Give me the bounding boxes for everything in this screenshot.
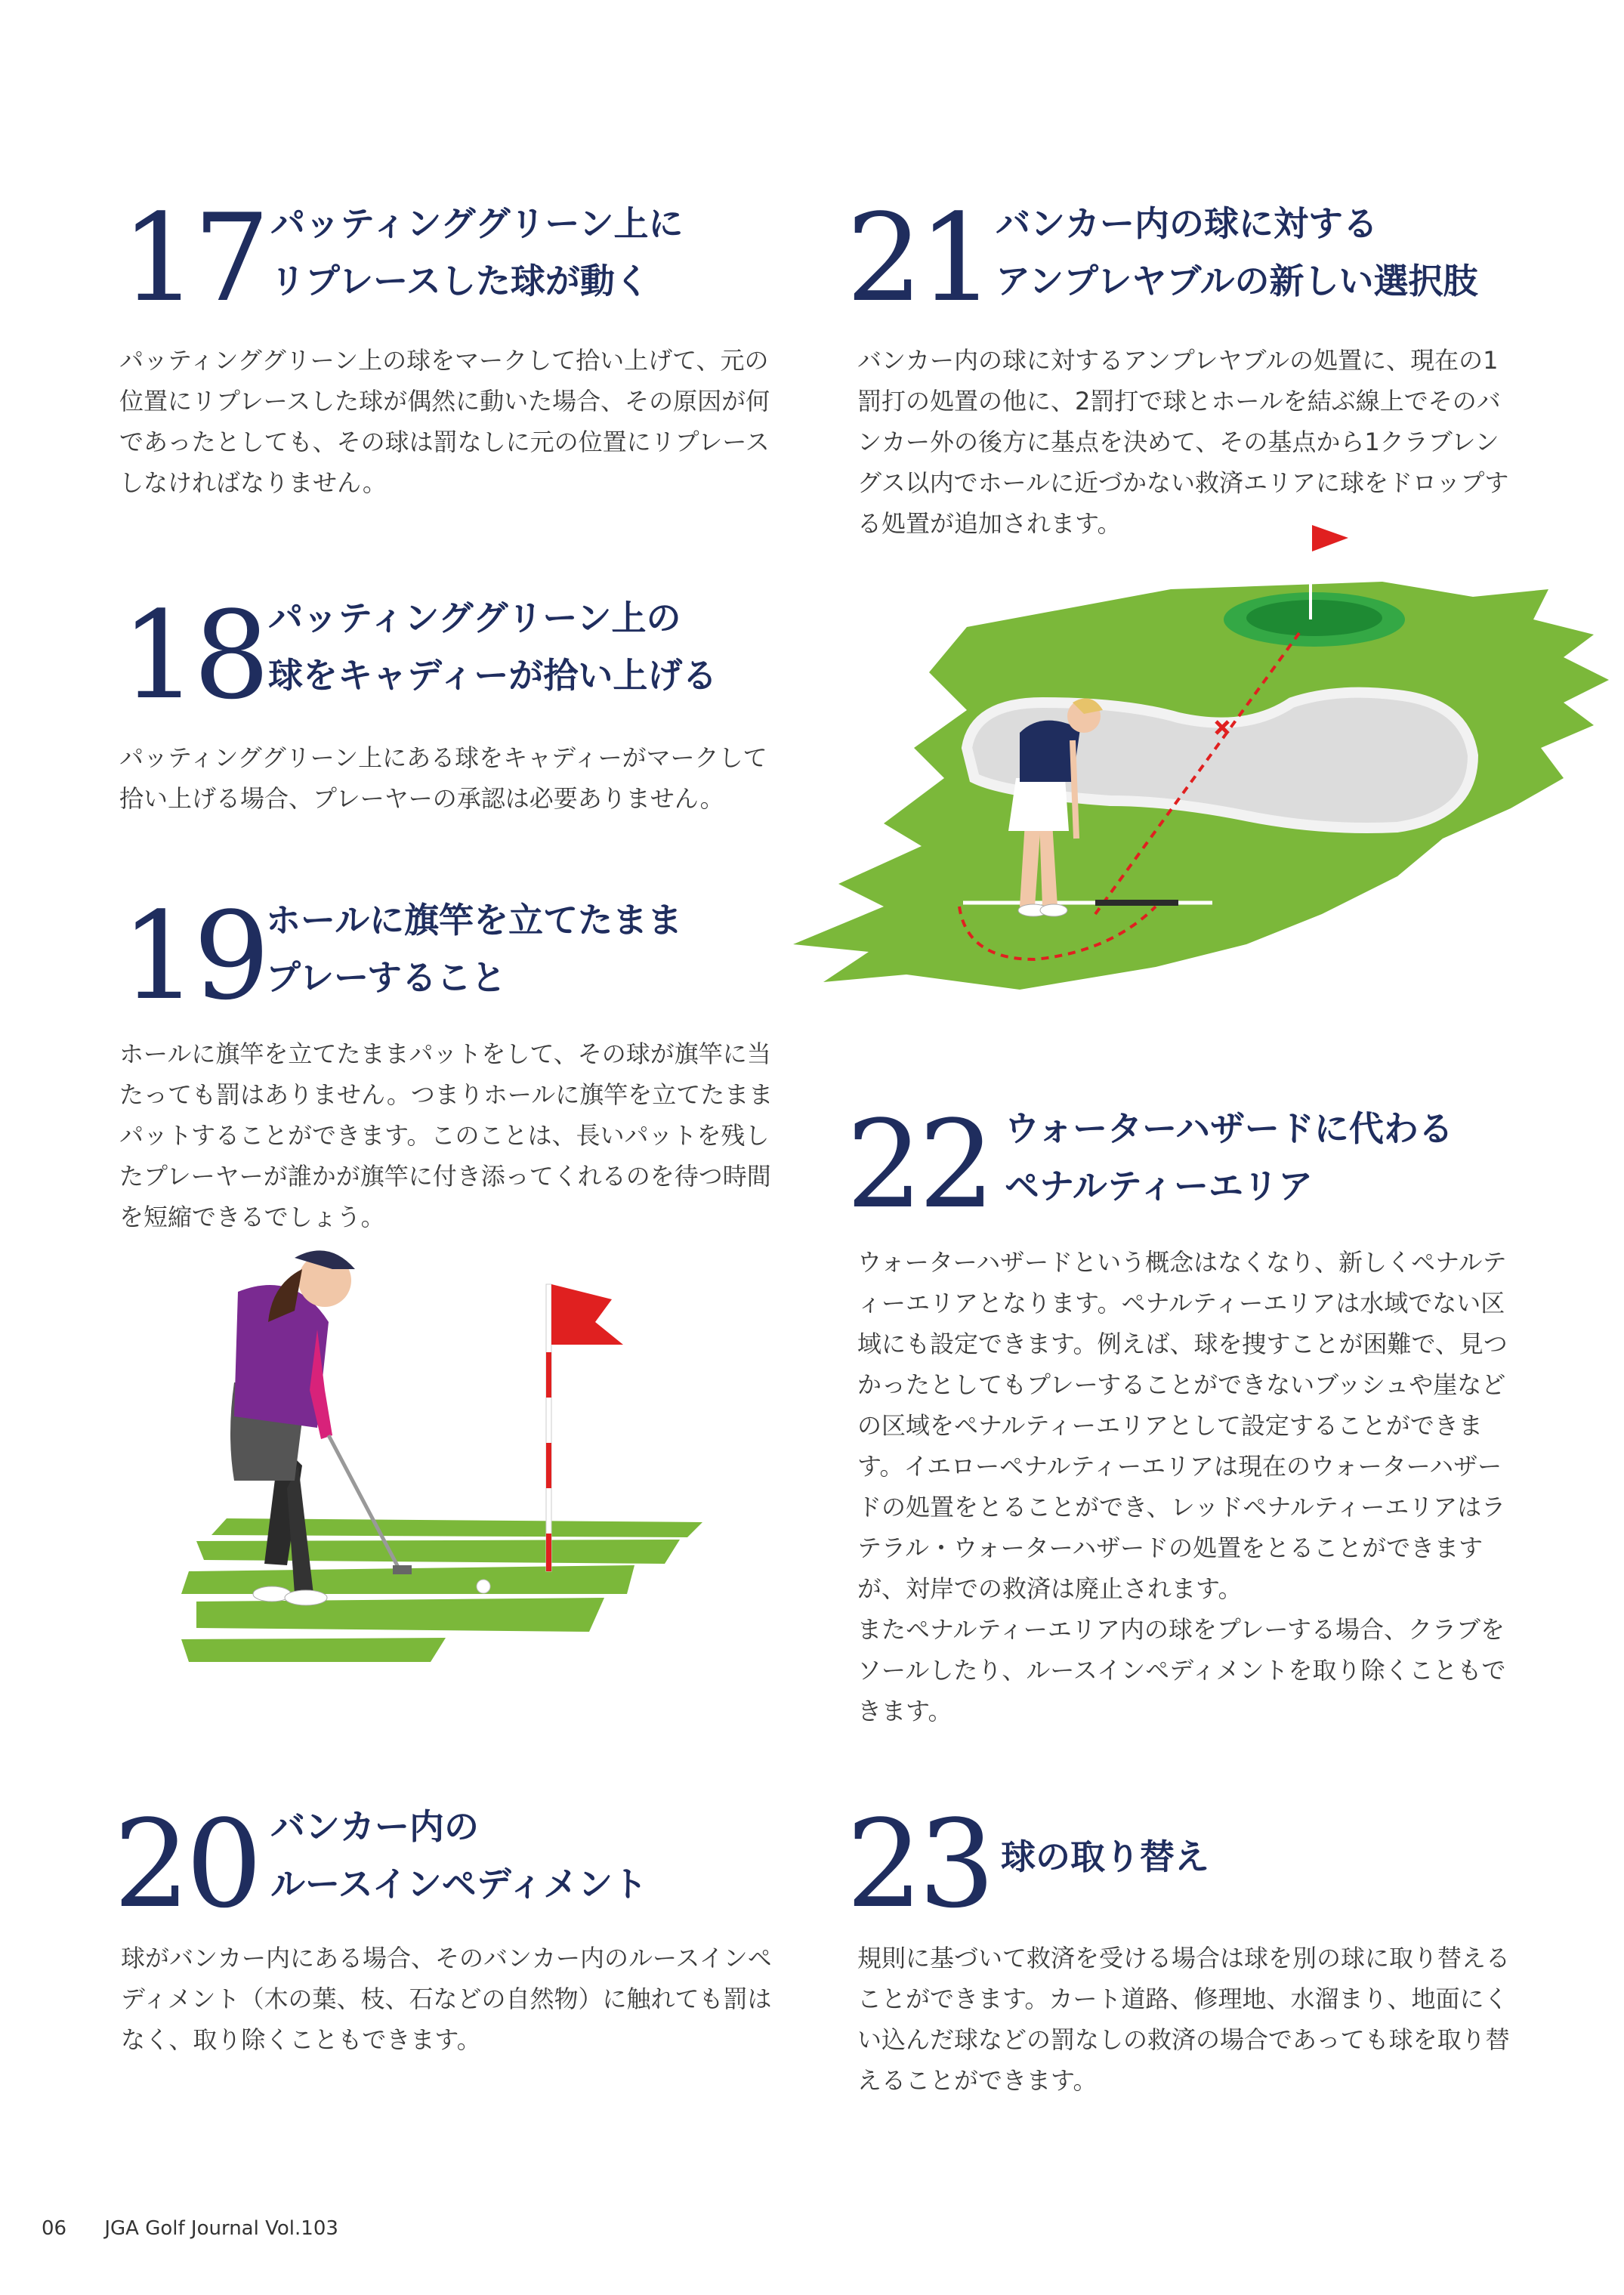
section-20-body: 球がバンカー内にある場合、そのバンカー内のルースインペディメント（木の葉、枝、石などの自然物）に触れても罰はなく、取り除くこともできます。 <box>121 1944 772 2054</box>
section-22-title-line2: ペナルティーエリア <box>1005 1166 1314 1206</box>
page-number: 06 <box>42 2217 67 2240</box>
section-20-title-line2: ルースインペディメント <box>270 1864 648 1904</box>
bunker-illustration <box>793 521 1609 1005</box>
putting-illustration <box>181 1239 710 1692</box>
section-17-body: パッティンググリーン上の球をマークして拾い上げて、元の位置にリプレースした球が偶然に動いた場合、その原因が何であったとしても、その球は罰なしに元の位置にリプレースしなければなりません。 <box>119 346 770 497</box>
section-22-paragraph-1: ウォーターハザードという概念はなくなり、新しくペナルティーエリアとなります。ペナルティーエリアは水域でない区域にも設定できます。例えば、球を捜すことが困難で、見つかったとしてもプレーすることができないブッシュや崖などの区域をペナルティーエリアとして設定することができます。イエローペナルティーエリアは現在のウォーターハザードの処置をとることができ、レッドペナルティーエリアはラテラル・ウォーターハザードの処置をとることができますが、対岸での救済は廃止されます。 <box>857 1248 1508 1603</box>
section-19-title-line1: ホールに旗竿を立てたまま <box>266 900 683 941</box>
section-23-title <box>1001 1828 1209 1886</box>
section-20-title-line1: バンカー内の <box>270 1806 479 1847</box>
section-17-title <box>270 195 683 310</box>
section-21-body: バンカー内の球に対するアンプレヤブルの処置に、現在の1罰打の処置の他に、2罰打で球とホールを結ぶ線上でそのバンカー外の後方に基点を決めて、その基点から1クラブレングス以内でホールに近づかない救済エリアに球をドロップする処置が追加されます。 <box>857 346 1509 538</box>
journal-name: JGA Golf Journal Vol.103 <box>104 2217 338 2240</box>
section-18-title-line2: 球をキャディーが拾い上げる <box>268 655 718 696</box>
section-19-title-line2: プレーすること <box>266 957 506 998</box>
section-22-number: 22 <box>846 1094 991 1235</box>
page-footer <box>42 2217 338 2240</box>
section-23-body: 規則に基づいて救済を受ける場合は球を別の球に取り替えることができます。カート道路、修理地、水溜まり、地面にくい込んだ球などの罰なしの救済の場合であっても球を取り替えることができます。 <box>857 1944 1511 2095</box>
section-22-paragraph-2: またペナルティーエリア内の球をプレーする場合、クラブをソールしたり、ルースインペディメントを取り除くこともできます。 <box>857 1615 1506 1725</box>
section-22-title <box>1005 1100 1453 1215</box>
section-20-number: 20 <box>113 1793 258 1935</box>
section-19-body: ホールに旗竿を立てたままパットをして、その球が旗竿に当たっても罰はありません。つまりホールに旗竿を立てたままパットすることができます。このことは、長いパットを残したプレーヤーが誰かが旗竿に付き添ってくれるのを待つ時間を短縮できるでしょう。 <box>119 1039 773 1231</box>
section-18-body: パッティンググリーン上にある球をキャディーがマークして拾い上げる場合、プレーヤーの承認は必要ありません。 <box>119 743 767 813</box>
section-23-number: 23 <box>846 1793 991 1935</box>
pin-flag <box>1312 525 1348 551</box>
section-22-body <box>857 1242 1514 1731</box>
section-22-title-line1: ウォーターハザードに代わる <box>1005 1108 1453 1149</box>
section-18-title <box>268 589 717 704</box>
section-17-number: 17 <box>121 187 266 329</box>
section-23-title-line1: 球の取り替え <box>1001 1836 1209 1877</box>
section-19-title <box>266 891 682 1006</box>
section-21-title-line2: アンプレヤブルの新しい選択肢 <box>996 261 1478 301</box>
section-17-title-line1: パッティンググリーン上に <box>270 203 684 244</box>
section-20-title <box>270 1798 647 1913</box>
section-21-title-line1: バンカー内の球に対する <box>996 203 1378 244</box>
green-inner <box>1246 600 1382 636</box>
section-17-title-line2: リプレースした球が動く <box>270 261 650 301</box>
section-18-title-line1: パッティンググリーン上の <box>268 598 681 638</box>
golf-ball <box>477 1580 490 1593</box>
section-18-number: 18 <box>121 585 266 726</box>
section-21-number: 21 <box>846 187 991 329</box>
section-19-number: 19 <box>121 885 266 1027</box>
section-21-title <box>996 195 1477 310</box>
